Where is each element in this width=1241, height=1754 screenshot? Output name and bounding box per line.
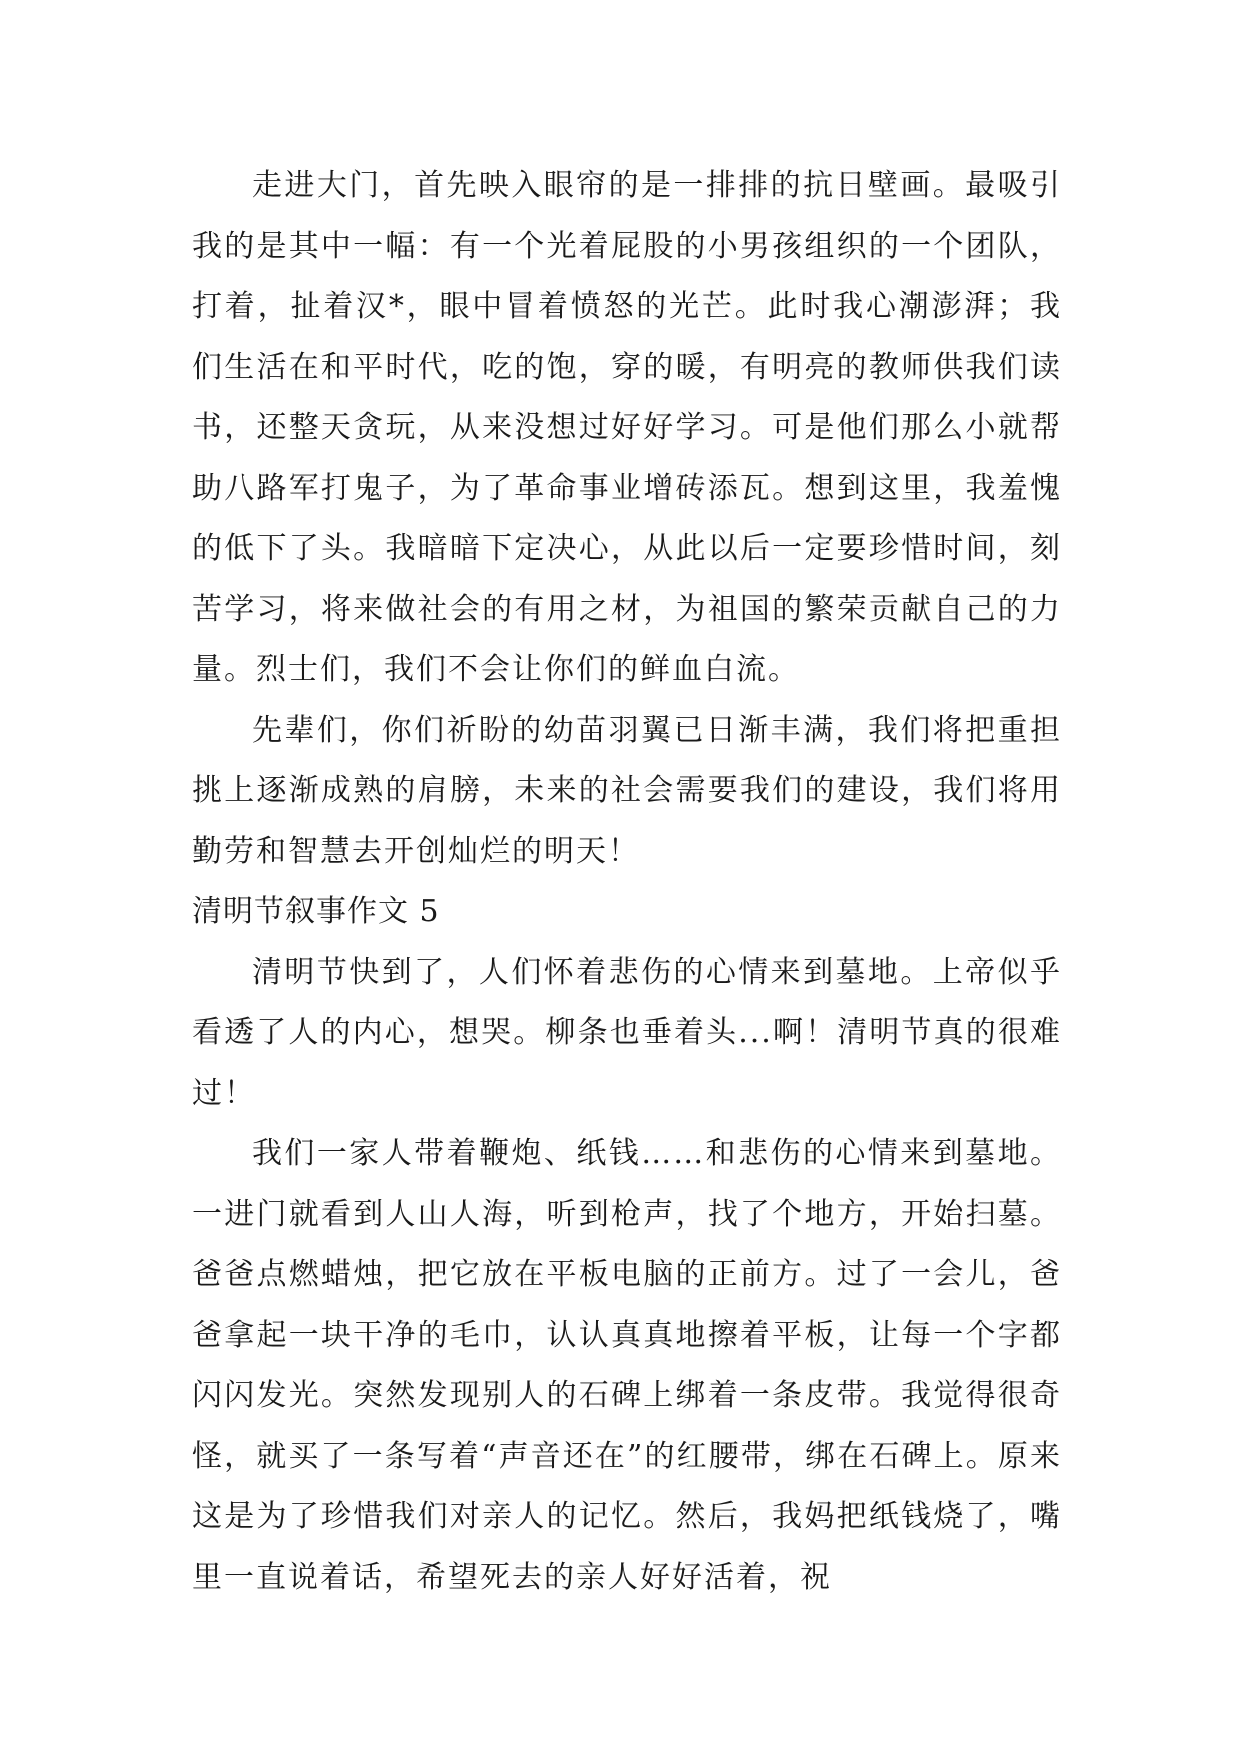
paragraph-qingming-intro: 清明节快到了，人们怀着悲伤的心情来到墓地。上帝似乎看透了人的内心，想哭。柳条也垂着头...啊！清明节真的很难过！ <box>192 954 1062 1111</box>
document-page <box>192 156 1062 1608</box>
section-heading: 清明节叙事作文 5 <box>192 894 440 929</box>
paragraph-ancestors: 先辈们，你们祈盼的幼苗羽翼已日渐丰满，我们将把重担挑上逐渐成熟的肩膀，未来的社会需要我们的建设，我们将用勤劳和智慧去开创灿烂的明天！ <box>192 712 1062 869</box>
paragraph-mural: 走进大门，首先映入眼帘的是一排排的抗日壁画。最吸引我的是其中一幅：有一个光着屁股的小男孩组织的一个团队，打着，扯着汉*，眼中冒着愤怒的光芒。此时我心潮澎湃；我们生活在和平时代，吃的饱，穿的暖，有明亮的教师供我们读书，还整天贪玩，从来没想过好好学习。可是他们那么小就帮助八路军打鬼子，为了革命事业增砖添瓦。想到这里，我羞愧的低下了头。我暗暗下定决心，从此以后一定要珍惜时间，刻苦学习，将来做社会的有用之材，为祖国的繁荣贡献自己的力量。烈士们，我们不会让你们的鲜血白流。 <box>192 168 1062 687</box>
paragraph-tomb-sweeping: 我们一家人带着鞭炮、纸钱……和悲伤的心情来到墓地。一进门就看到人山人海，听到枪声，找了个地方，开始扫墓。爸爸点燃蜡烛，把它放在平板电脑的正前方。过了一会儿，爸爸拿起一块干净的毛巾，认认真真地擦着平板，让每一个字都闪闪发光。突然发现别人的石碑上绑着一条皮带。我觉得很奇怪，就买了一条写着“声音还在”的红腰带，绑在石碑上。原来这是为了珍惜我们对亲人的记忆。然后，我妈把纸钱烧了，嘴里一直说着话，希望死去的亲人好好活着，祝 <box>192 1136 1062 1595</box>
